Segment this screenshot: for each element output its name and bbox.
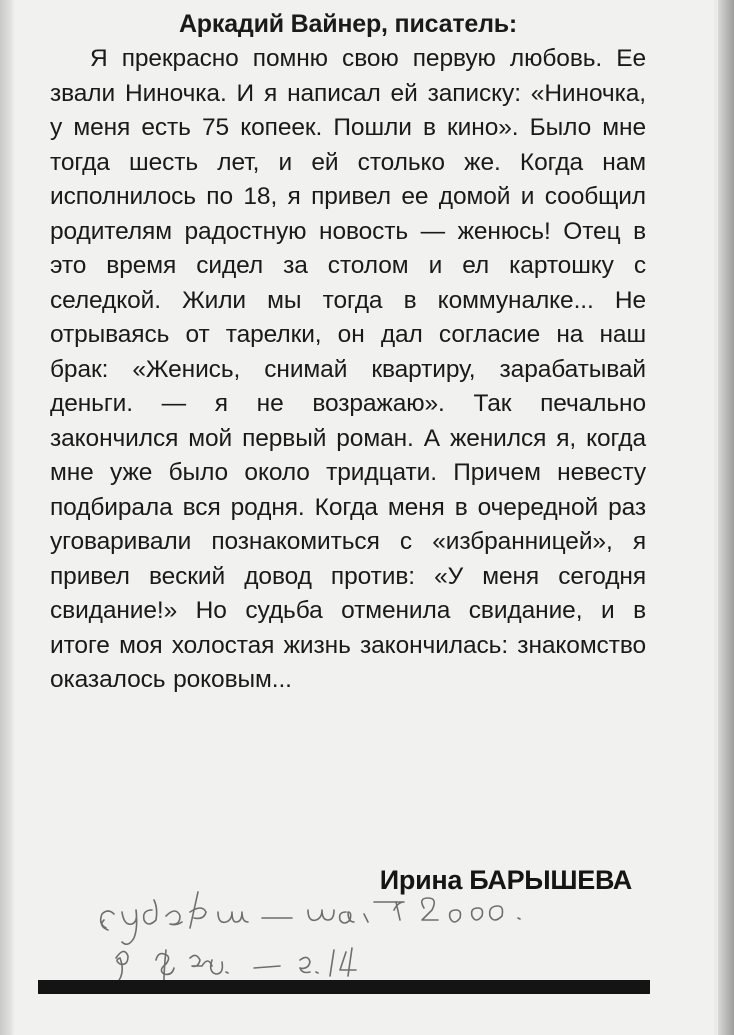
newspaper-clipping	[14, 0, 714, 1035]
handwritten-line-1: Сударушка 2000.	[94, 926, 104, 927]
handwritten-line-2: 9 февр. — с.14	[94, 976, 102, 977]
handwritten-strokes	[101, 892, 520, 984]
handwritten-note	[94, 888, 734, 988]
article-byline: Ирина БАРЫШЕВА	[379, 865, 632, 895]
article-heading: Аркадий Вайнер, писатель:	[178, 10, 518, 38]
article-body: Я прекрасно помню свою первую любовь. Ее звали Ниночка. И я написал ей записку: «Ниночка, у меня есть 75 копеек. Пошли в кино». Было мне тогда шесть лет, и ей столько же. Когда нам исполнилось по 18, я привел ее домой и сообщил родителям радостную новость — женюсь! Отец в это время сидел за столом и ел картошку с селедкой. Жили мы тогда в коммуналке... Не отрываясь от тарелки, он дал согласие на наш брак: «Женись, снимай квартиру, зарабатывай деньги. — я не возражаю». Так печально закончился мой первый роман. А женился я, когда мне уже было около тридцати. Причем невесту подбирала вся родня. Когда меня в очередной раз уговаривали познакомиться с «избранницей», я привел веский довод против: «У меня сегодня свидание!» Но судьба отменила свидание, и в итоге моя холостая жизнь закончилась: знакомство оказалось роковым...	[50, 45, 646, 693]
article	[50, 8, 646, 698]
bottom-rule	[38, 980, 650, 994]
scan-edge-right	[718, 0, 734, 1035]
scan-edge-left	[0, 0, 12, 1035]
